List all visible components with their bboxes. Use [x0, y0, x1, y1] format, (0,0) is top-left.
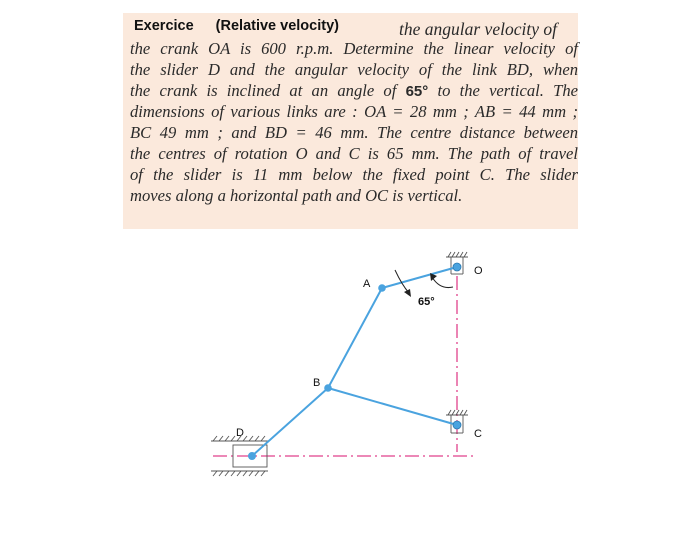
joint-c: [453, 421, 461, 429]
problem-line-8: moves along a horizontal path and OC is vertical.: [130, 185, 463, 205]
problem-line-4: dimensions of various links are : OA = 28 mm ; AB = 44 mm ;: [130, 102, 578, 122]
joint-o: [453, 263, 461, 271]
problem-line-2: the slider D and the angular velocity of the link BD, when: [130, 59, 578, 79]
angle-arc-icon: [430, 273, 453, 288]
label-d: D: [236, 427, 244, 439]
link-ab: [328, 288, 382, 388]
problem-line-3-end: to the vertical. The: [428, 80, 578, 100]
joint-a: [378, 284, 386, 292]
label-a: A: [363, 278, 371, 290]
problem-line-7: of the slider is 11 mm below the fixed point C. The slider: [130, 164, 578, 184]
problem-intro: the angular velocity of: [399, 19, 557, 39]
joint-d: [248, 452, 256, 460]
exercise-label: Exercice: [134, 18, 194, 34]
crank-angle-value: 65°: [405, 82, 429, 100]
link-bd: [252, 388, 328, 456]
problem-line-6: the centres of rotation O and C is 65 mm. The path of travel: [130, 143, 578, 163]
link-bc: [328, 388, 457, 425]
problem-line-3-start: the crank is inclined at an angle of: [130, 80, 397, 100]
angle-label: 65°: [418, 296, 435, 308]
exercise-topic: (Relative velocity): [215, 18, 339, 34]
label-c: C: [474, 428, 482, 440]
problem-line-1: the crank OA is 600 r.p.m. Determine the linear velocity of: [130, 39, 578, 58]
label-b: B: [313, 377, 321, 389]
problem-line-5: BC 49 mm ; and BD = 46 mm. The centre distance between: [130, 123, 578, 143]
crank-oa: [382, 267, 457, 288]
label-o: O: [474, 265, 483, 277]
joint-b: [324, 384, 332, 392]
